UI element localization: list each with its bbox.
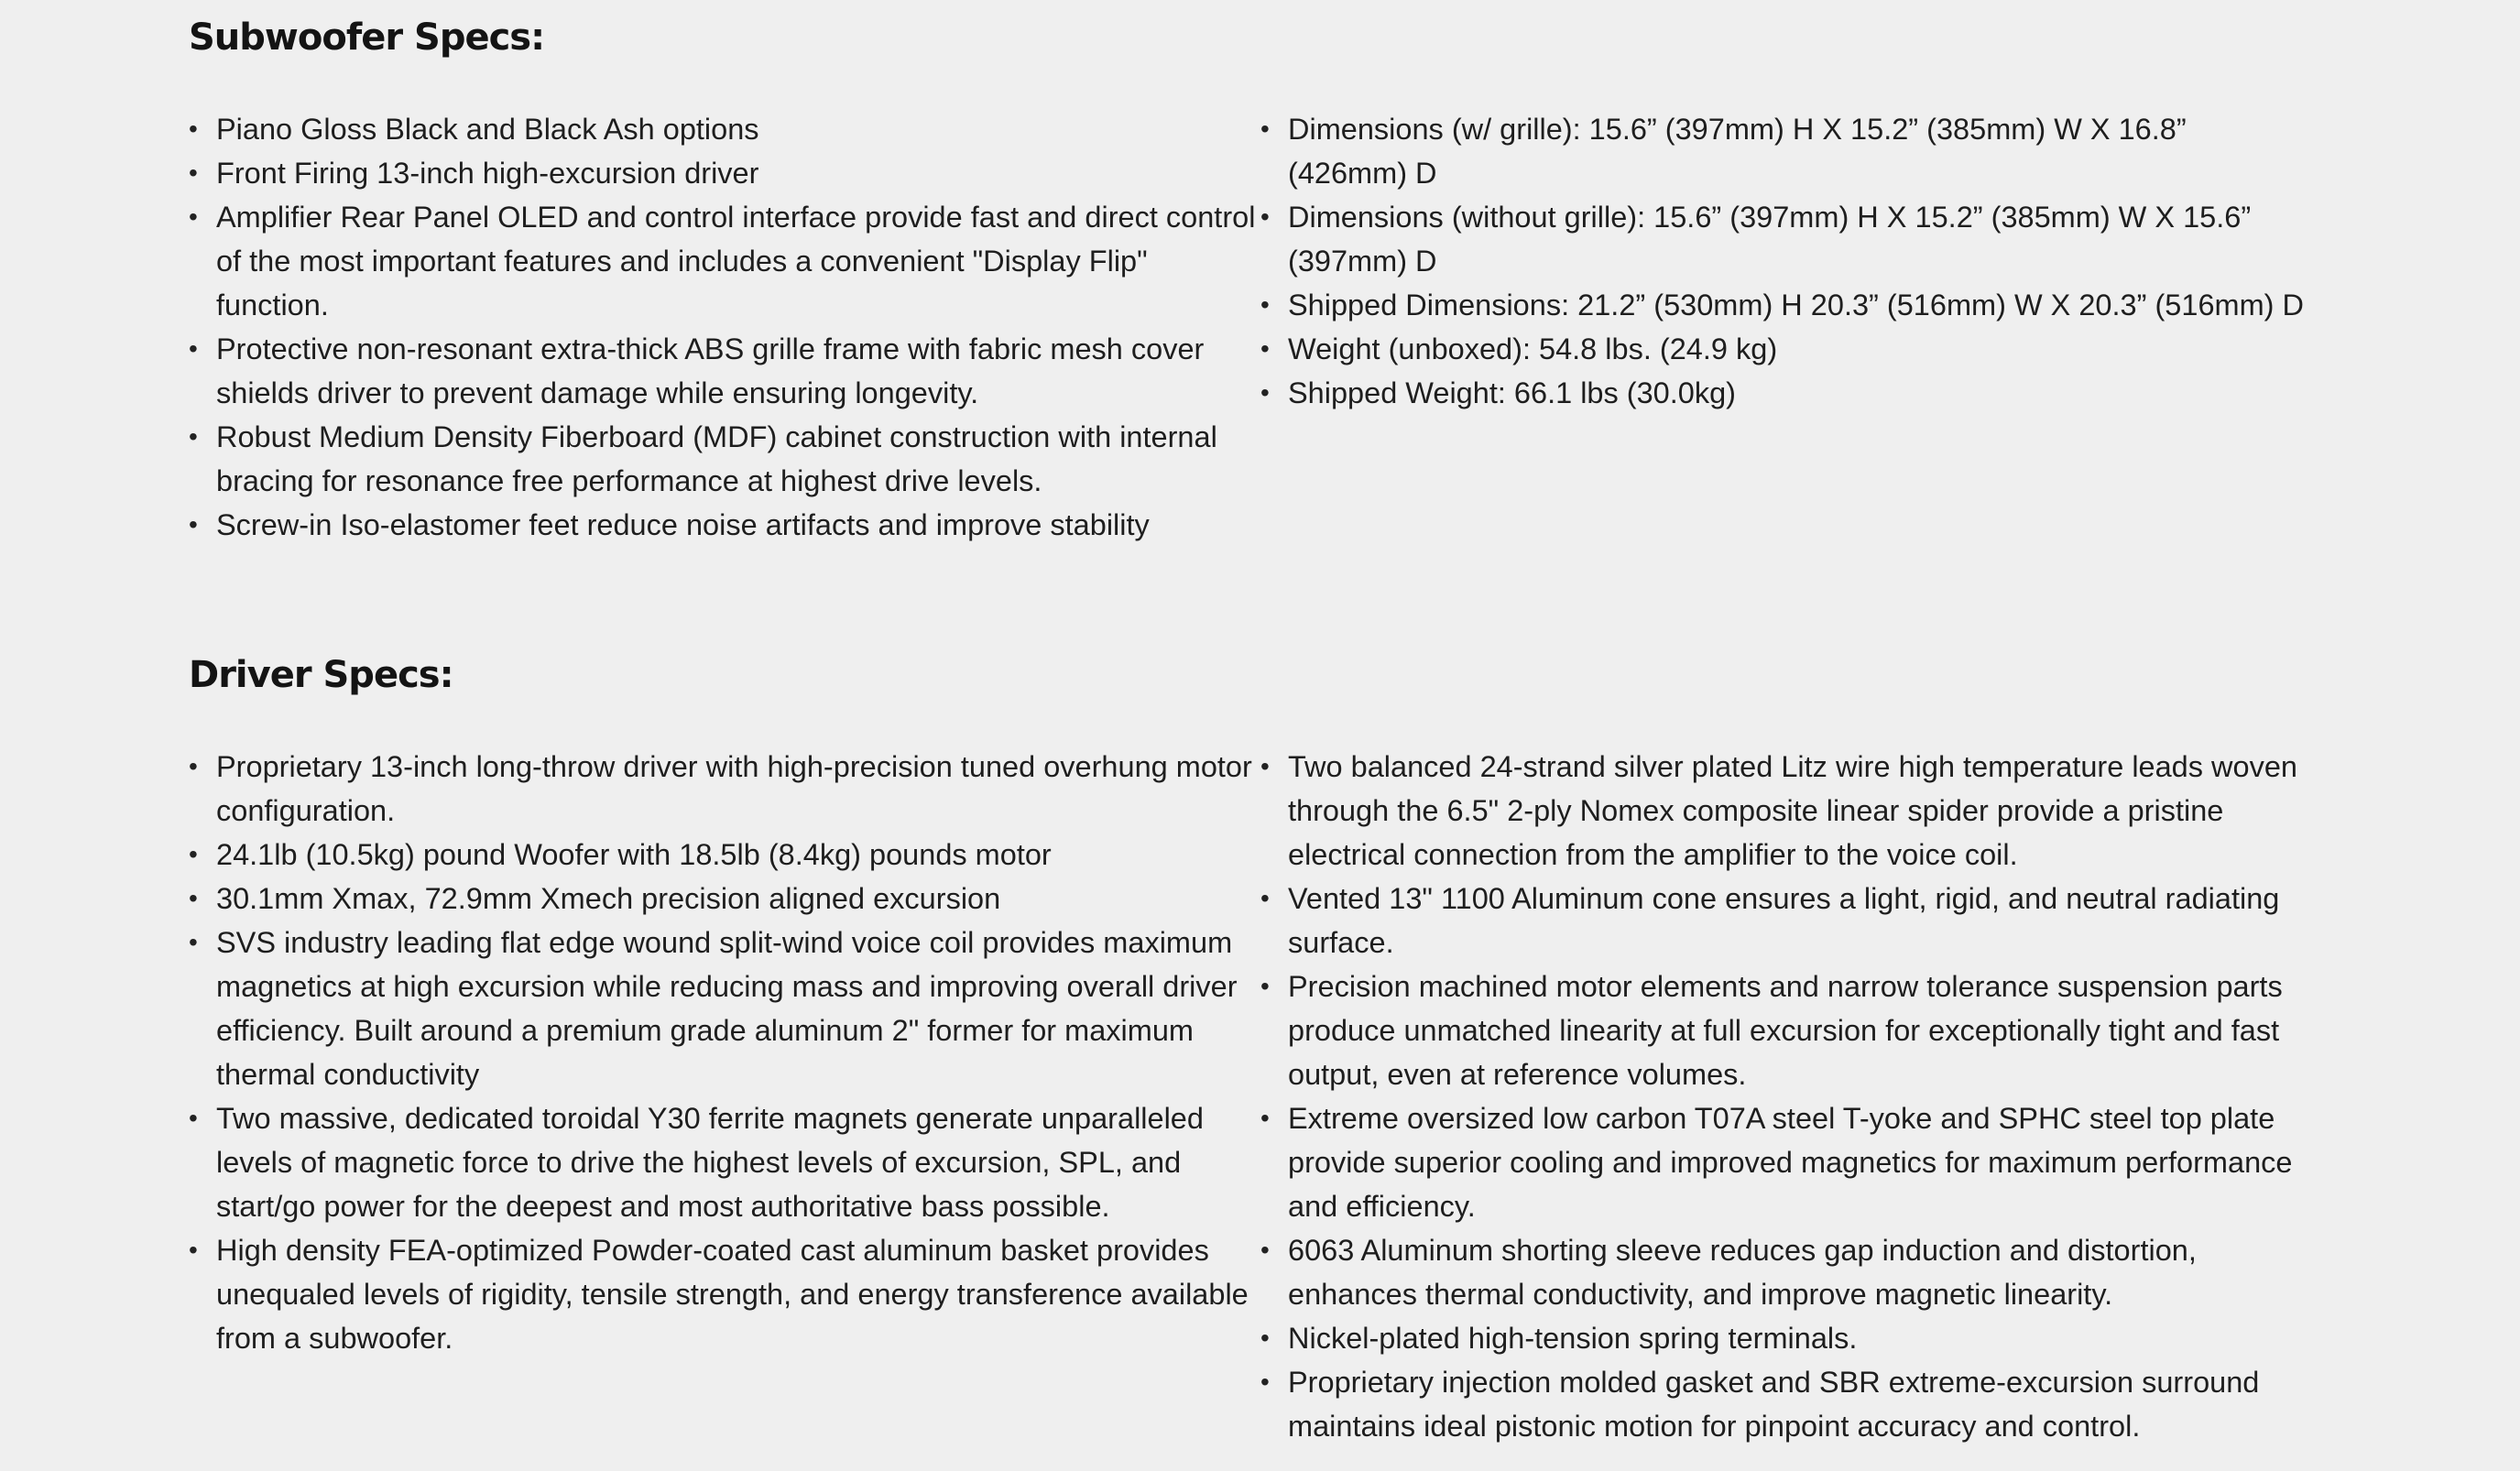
subwoofer-spec-item: • Screw-in Iso-elastomer feet reduce noise artifacts and improve stability — [189, 503, 1260, 547]
driver-spec-item: • Vented 13" 1100 Aluminum cone ensures a light, rigid, and neutral radiating surface. — [1260, 877, 2305, 964]
driver-specs-list-right — [1260, 745, 2305, 1448]
driver-spec-item: • Two balanced 24-strand silver plated Litz wire high temperature leads woven through the 6.5" 2-ply Nomex composite linear spider provide a pristine electrical connection from the amplifier to the voice coil. — [1260, 745, 2305, 877]
driver-spec-item: • Proprietary 13-inch long-throw driver with high-precision tuned overhung motor configuration. — [189, 745, 1260, 833]
driver-specs-columns — [189, 745, 2332, 1448]
driver-spec-item: • Extreme oversized low carbon T07A steel T-yoke and SPHC steel top plate provide superior cooling and improved magnetics for maximum performance and efficiency. — [1260, 1096, 2305, 1228]
subwoofer-spec-item: • Weight (unboxed): 54.8 lbs. (24.9 kg) — [1260, 327, 2305, 371]
subwoofer-spec-item: • Amplifier Rear Panel OLED and control interface provide fast and direct control of the most important features and includes a convenient "Display Flip" function. — [189, 195, 1260, 327]
driver-spec-item: • High density FEA-optimized Powder-coated cast aluminum basket provides unequaled levels of rigidity, tensile strength, and energy transference available from a subwoofer. — [189, 1228, 1260, 1360]
subwoofer-spec-item: • Robust Medium Density Fiberboard (MDF) cabinet construction with internal bracing for resonance free performance at highest drive levels. — [189, 415, 1260, 503]
driver-spec-item: • Two massive, dedicated toroidal Y30 ferrite magnets generate unparalleled levels of magnetic force to drive the highest levels of excursion, SPL, and start/go power for the deepest and most authoritative bass possible. — [189, 1096, 1260, 1228]
driver-spec-item: • Precision machined motor elements and narrow tolerance suspension parts produce unmatched linearity at full excursion for exceptionally tight and fast output, even at reference volumes. — [1260, 964, 2305, 1096]
driver-specs-section — [189, 653, 2332, 1448]
subwoofer-spec-item: • Shipped Dimensions: 21.2” (530mm) H 20.3” (516mm) W X 20.3” (516mm) D — [1260, 283, 2305, 327]
subwoofer-spec-item: • Piano Gloss Black and Black Ash options — [189, 107, 1260, 151]
subwoofer-specs-section — [189, 16, 2332, 547]
subwoofer-spec-item: • Shipped Weight: 66.1 lbs (30.0kg) — [1260, 371, 2305, 415]
driver-spec-item: • 6063 Aluminum shorting sleeve reduces gap induction and distortion, enhances thermal conductivity, and improve magnetic linearity. — [1260, 1228, 2305, 1316]
subwoofer-spec-item: • Dimensions (without grille): 15.6” (397mm) H X 15.2” (385mm) W X 15.6” (397mm) D — [1260, 195, 2305, 283]
driver-specs-list-left — [189, 745, 1260, 1448]
driver-spec-item: • Proprietary injection molded gasket and SBR extreme-excursion surround maintains ideal pistonic motion for pinpoint accuracy and control. — [1260, 1360, 2305, 1448]
subwoofer-spec-item: • Protective non-resonant extra-thick ABS grille frame with fabric mesh cover shields driver to prevent damage while ensuring longevity. — [189, 327, 1260, 415]
driver-specs-heading: Driver Specs: — [189, 654, 453, 696]
subwoofer-spec-item: • Dimensions (w/ grille): 15.6” (397mm) H X 15.2” (385mm) W X 16.8” (426mm) D — [1260, 107, 2305, 195]
subwoofer-spec-item: • Front Firing 13-inch high-excursion driver — [189, 151, 1260, 195]
driver-spec-item: • SVS industry leading flat edge wound split-wind voice coil provides maximum magnetics at high excursion while reducing mass and improving overall driver efficiency. Built around a premium grade aluminum 2" former for maximum thermal conductivity — [189, 921, 1260, 1096]
subwoofer-specs-heading: Subwoofer Specs: — [189, 16, 545, 59]
driver-spec-item: • 30.1mm Xmax, 72.9mm Xmech precision aligned excursion — [189, 877, 1260, 921]
subwoofer-specs-list-right — [1260, 107, 2305, 547]
driver-spec-item: • Nickel-plated high-tension spring terminals. — [1260, 1316, 2305, 1360]
subwoofer-specs-columns — [189, 107, 2332, 547]
subwoofer-specs-list-left — [189, 107, 1260, 547]
driver-spec-item: • 24.1lb (10.5kg) pound Woofer with 18.5lb (8.4kg) pounds motor — [189, 833, 1260, 877]
spec-page — [189, 0, 2332, 1448]
